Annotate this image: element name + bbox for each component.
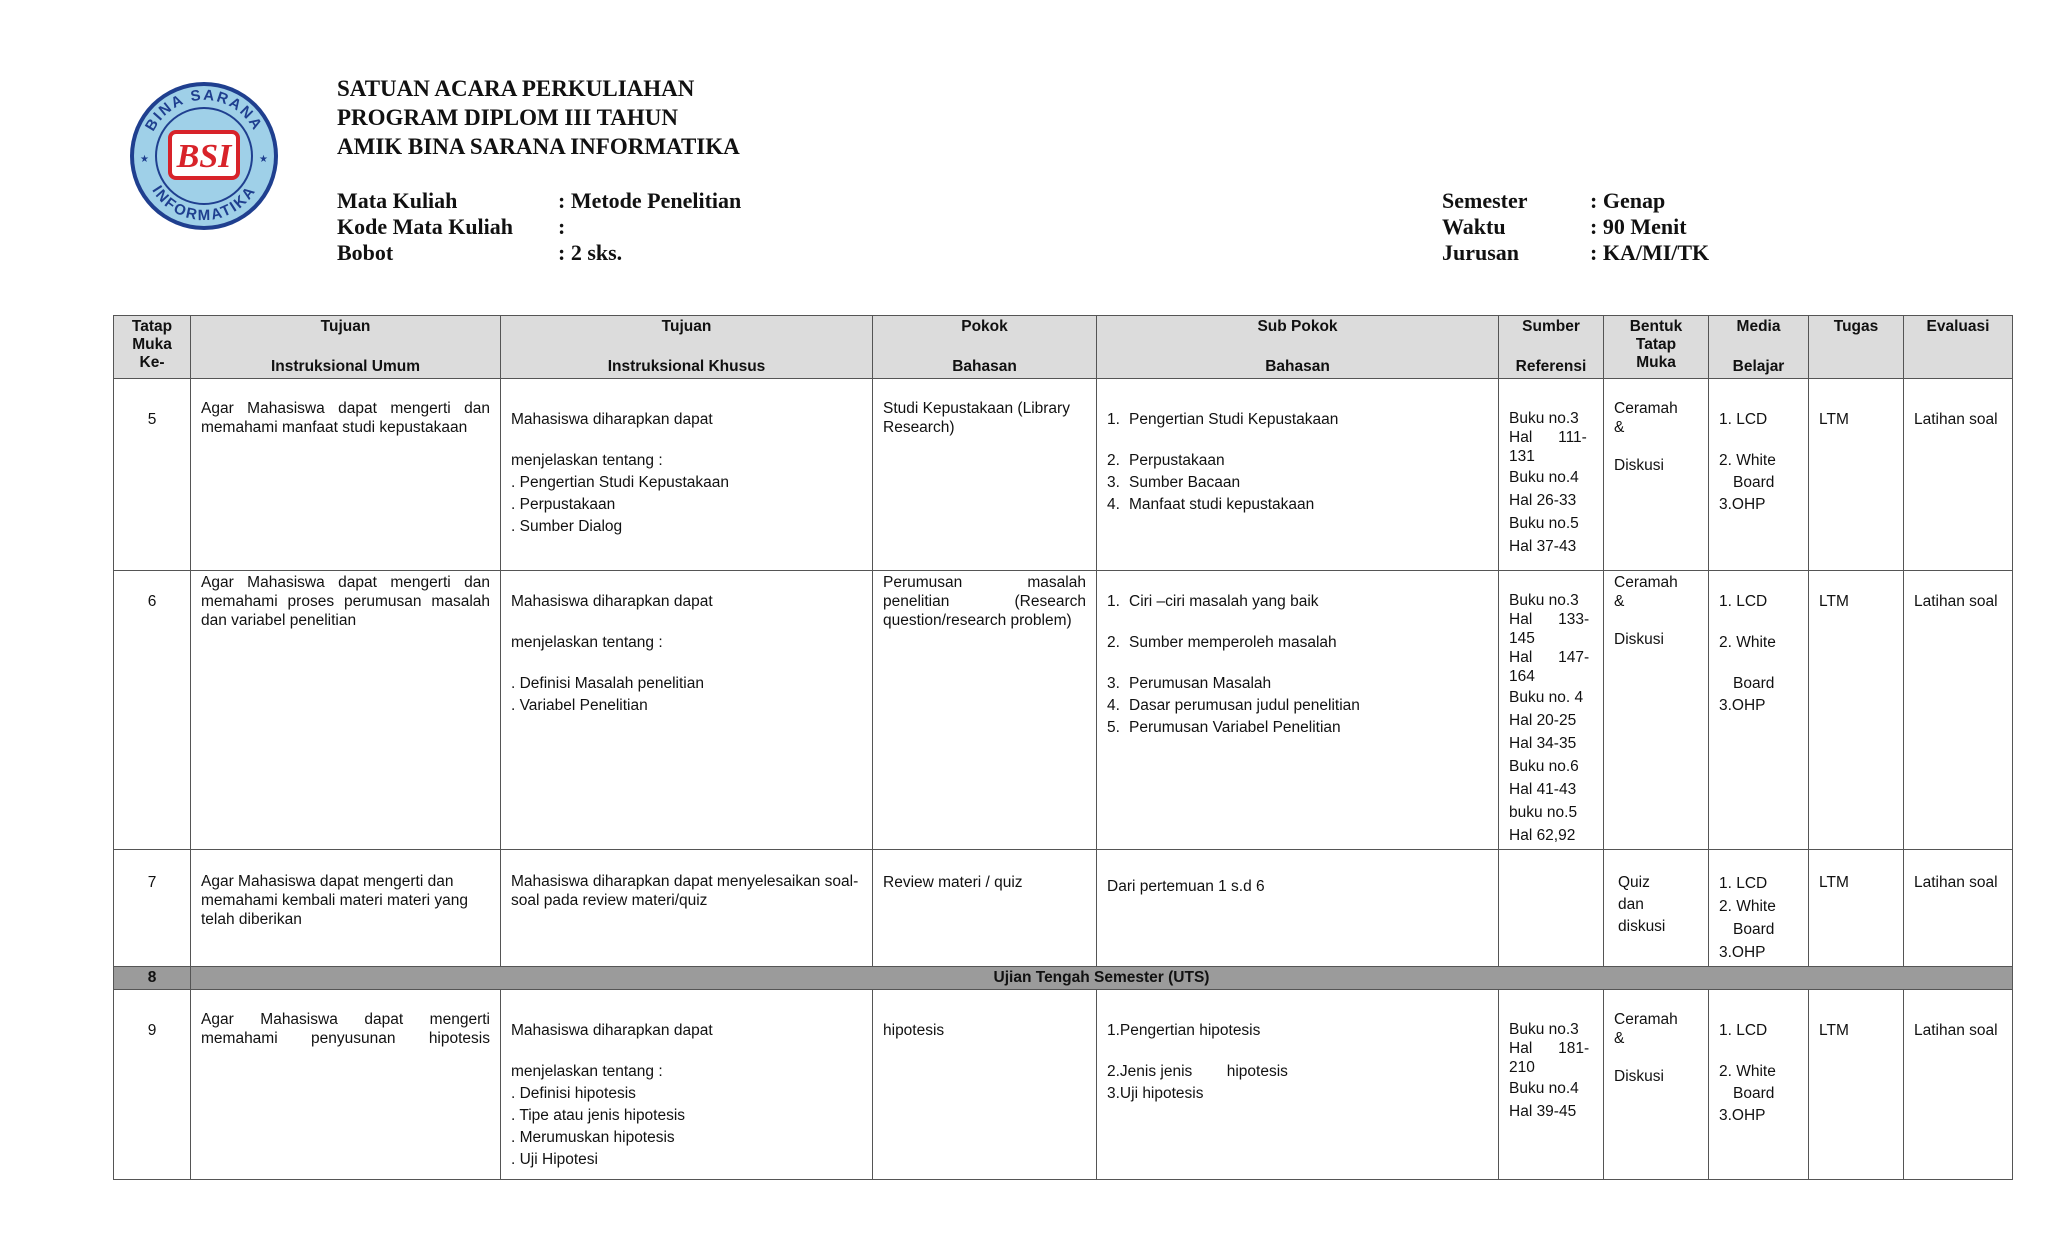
sumber-cell [1499, 850, 1604, 967]
meeting-number: 8 [114, 967, 191, 990]
waktu-value: : 90 Menit [1590, 214, 1687, 239]
header-tatap-muka: Tatap Muka Ke- [114, 316, 191, 379]
tiu-cell: Agar Mahasiswa dapat mengerti dan memahami manfaat studi kepustakaan [191, 379, 501, 571]
media-cell: 1. LCD 2. White Board 3.OHP [1709, 990, 1809, 1180]
tugas-cell: LTM [1809, 990, 1904, 1180]
svg-text:★: ★ [140, 154, 149, 165]
meeting-number: 6 [114, 571, 191, 850]
semester-value: : Genap [1590, 188, 1666, 213]
sap-table [113, 315, 2013, 1180]
bobot-label: Bobot [337, 240, 394, 265]
header-media: Media Belajar [1709, 316, 1809, 379]
evaluasi-cell: Latihan soal [1904, 379, 2013, 571]
jurusan-label: Jurusan [1442, 240, 1520, 265]
header-tugas: Tugas [1809, 316, 1904, 379]
tiu-cell: Agar Mahasiswa dapat mengerti memahami penyusunan hipotesis [191, 990, 501, 1180]
table-header-row [114, 316, 2013, 379]
meeting-number: 9 [114, 990, 191, 1180]
bentuk-cell: Quiz dan diskusi [1604, 850, 1709, 967]
sumber-cell: Buku no.3 Hal 181- 210 Buku no.4 Hal 39-45 [1499, 990, 1604, 1180]
bentuk-cell: Ceramah & Diskusi [1604, 379, 1709, 571]
waktu-label: Waktu [1442, 214, 1506, 239]
tik-cell: Mahasiswa diharapkan dapat menjelaskan tentang : . Definisi hipotesis . Tipe atau jenis hipotesis . Merumuskan hipotesis . Uji Hipotesi [501, 990, 873, 1180]
sub-pokok-cell: 1.Pengertian hipotesis 2.Jenis jenis hipotesis 3.Uji hipotesis [1097, 990, 1499, 1180]
table-row [114, 990, 2013, 1180]
course-info-left [337, 188, 741, 266]
bobot-value: : 2 sks. [558, 240, 623, 265]
table-row [114, 571, 2013, 850]
table-row [114, 850, 2013, 967]
header-institution: AMIK BINA SARANA INFORMATIKA [337, 134, 740, 159]
evaluasi-cell: Latihan soal [1904, 571, 2013, 850]
kode-label: Kode Mata Kuliah [337, 214, 514, 239]
header-pokok-bahasan: Pokok Bahasan [873, 316, 1097, 379]
meeting-number: 7 [114, 850, 191, 967]
logo-bottom-text: INFORMATIKA [148, 182, 260, 225]
table-row [114, 379, 2013, 571]
pokok-cell: Studi Kepustakaan (Library Research) [873, 379, 1097, 571]
mata-kuliah-label: Mata Kuliah [337, 188, 458, 213]
semester-label: Semester [1442, 188, 1528, 213]
logo-mark: BSI [176, 138, 232, 175]
sub-pokok-cell: 1. Pengertian Studi Kepustakaan 2. Perpustakaan 3. Sumber Bacaan 4. Manfaat studi kepustakaan [1097, 379, 1499, 571]
tik-cell: Mahasiswa diharapkan dapat menyelesaikan soal-soal pada review materi/quiz [501, 850, 873, 967]
header-program: PROGRAM DIPLOM III TAHUN [337, 105, 678, 130]
logo-top-text: BINA SARANA [141, 86, 267, 135]
tugas-cell: LTM [1809, 379, 1904, 571]
bentuk-cell: Ceramah & Diskusi [1604, 990, 1709, 1180]
tugas-cell: LTM [1809, 571, 1904, 850]
sumber-cell: Buku no.3 Hal 111- 131 Buku no.4 Hal 26-33 Buku no.5 Hal 37-43 [1499, 379, 1604, 571]
tik-cell: Mahasiswa diharapkan dapat menjelaskan tentang : . Pengertian Studi Kepustakaan . Perpustakaan . Sumber Dialog [501, 379, 873, 571]
sub-pokok-cell: Dari pertemuan 1 s.d 6 [1097, 850, 1499, 967]
evaluasi-cell: Latihan soal [1904, 990, 2013, 1180]
svg-text:★: ★ [259, 154, 268, 165]
header-title: SATUAN ACARA PERKULIAHAN [337, 76, 695, 101]
header-evaluasi: Evaluasi [1904, 316, 2013, 379]
header-sub-pokok: Sub Pokok Bahasan [1097, 316, 1499, 379]
bsi-logo [128, 80, 280, 232]
header-tik: Tujuan Instruksional Khusus [501, 316, 873, 379]
uts-label: Ujian Tengah Semester (UTS) [191, 967, 2013, 990]
meeting-number: 5 [114, 379, 191, 571]
document-header [337, 74, 740, 161]
mata-kuliah-value: : Metode Penelitian [558, 188, 742, 213]
header-sumber: Sumber Referensi [1499, 316, 1604, 379]
sumber-cell: Buku no.3 Hal 133- 145 Hal 147- 164 Buku no. 4 Hal 20-25 Hal 34-35 Buku no.6 Hal 41-43 buku no.5 Hal 62,92 [1499, 571, 1604, 850]
media-cell: 1. LCD 2. White Board 3.OHP [1709, 379, 1809, 571]
pokok-cell: Review materi / quiz [873, 850, 1097, 967]
jurusan-value: : KA/MI/TK [1590, 240, 1710, 265]
course-info-right [1442, 188, 1709, 266]
bentuk-cell: Ceramah & Diskusi [1604, 571, 1709, 850]
sub-pokok-cell: 1. Ciri –ciri masalah yang baik 2. Sumber memperoleh masalah 3. Perumusan Masalah 4. Dasar perumusan judul penelitian 5. Perumusan Variabel Penelitian [1097, 571, 1499, 850]
pokok-cell: hipotesis [873, 990, 1097, 1180]
media-cell: 1. LCD 2. White Board 3.OHP [1709, 571, 1809, 850]
tugas-cell: LTM [1809, 850, 1904, 967]
pokok-cell: Perumusan masalah penelitian (Research question/research problem) [873, 571, 1097, 850]
evaluasi-cell: Latihan soal [1904, 850, 2013, 967]
tiu-cell: Agar Mahasiswa dapat mengerti dan memahami kembali materi materi yang telah diberikan [191, 850, 501, 967]
tik-cell: Mahasiswa diharapkan dapat menjelaskan tentang : . Definisi Masalah penelitian . Variabel Penelitian [501, 571, 873, 850]
kode-value: : [558, 214, 566, 239]
uts-row [114, 967, 2013, 990]
header-tiu: Tujuan Instruksional Umum [191, 316, 501, 379]
header-bentuk: Bentuk Tatap Muka [1604, 316, 1709, 379]
media-cell: 1. LCD 2. White Board 3.OHP [1709, 850, 1809, 967]
tiu-cell: Agar Mahasiswa dapat mengerti dan memahami proses perumusan masalah dan variabel penelitian [191, 571, 501, 850]
